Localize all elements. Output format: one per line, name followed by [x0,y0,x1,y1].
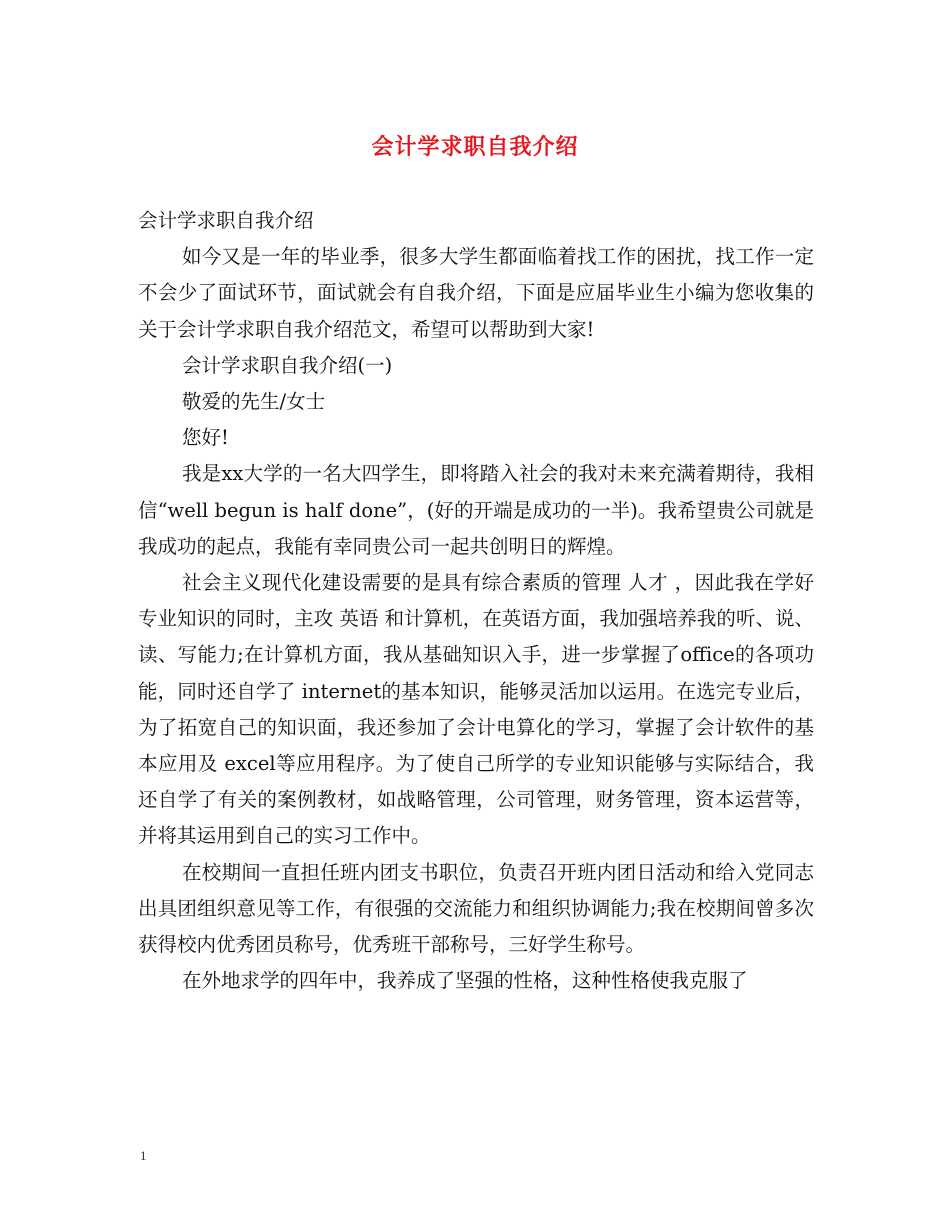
document-body [138,203,814,999]
paragraph-campus: 在校期间一直担任班内团支书职位，负责召开班内团日活动和给入党同志出具团组织意见等工作，有很强的交流能力和组织协调能力;我在校期间曾多次获得校内优秀团员称号，优秀班干部称号，三好学生称号。 [138,860,814,957]
page-number: 1 [140,1148,147,1163]
sample-heading: 会计学求职自我介绍(一) [182,353,393,377]
paragraph-self-intro: 我是xx大学的一名大四学生，即将踏入社会的我对未来充满着期待，我相信“well begun is half done”，(好的开端是成功的一半)。我希望贵公司就是我成功的起点，我能有幸同贵公司一起共创明日的辉煌。 [138,462,814,558]
paragraph-character: 在外地求学的四年中，我养成了坚强的性格，这种性格使我克服了 [182,969,748,993]
section-heading: 会计学求职自我介绍 [138,209,314,232]
greeting: 您好! [182,426,229,450]
document-title: 会计学求职自我介绍 [371,134,579,160]
intro-paragraph: 如今又是一年的毕业季，很多大学生都面临着找工作的困扰，找工作一定不会少了面试环节，面试就会有自我介绍，下面是应届毕业生小编为您收集的关于会计学求职自我介绍范文，希望可以帮助到大家! [138,245,814,341]
salutation: 敬爱的先生/女士 [182,390,326,414]
paragraph-skills: 社会主义现代化建设需要的是具有综合素质的管理 人才 ，因此我在学好专业知识的同时，主攻 英语 和计算机，在英语方面，我加强培养我的听、说、读、写能力;在计算机方面，我从基础知识入手，进一步掌握了office的各项功能，同时还自学了 internet的基本知识，能够灵活加以运用。在选完专业后，为了拓宽自己的知识面，我还参加了会计电算化的学习，掌握了会计软件的基本应用及 excel等应用程序。为了使自己所学的专业知识能够与实际结合，我还自学了有关的案例教材，如战略管理，公司管理，财务管理，资本运营等，并将其运用到自己的实习工作中。 [138,571,814,848]
